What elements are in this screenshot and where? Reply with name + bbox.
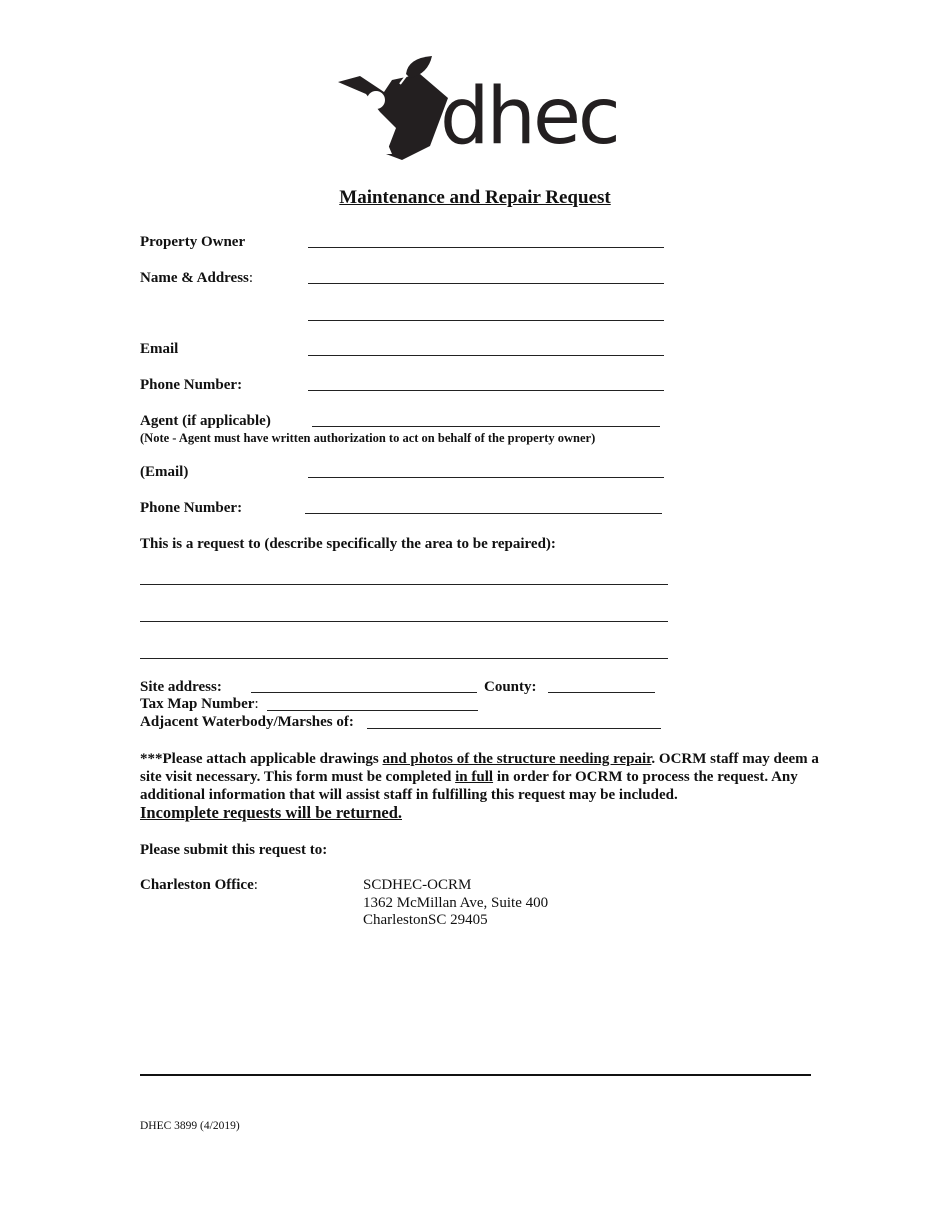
notice-prefix: ***Please attach applicable drawings	[140, 751, 383, 767]
name-address-label	[140, 270, 253, 287]
notice-paragraph	[140, 750, 820, 804]
agent-note: (Note - Agent must have written authorization to act on behalf of the property owner)	[140, 431, 596, 445]
notice-underlined-photos: and photos of the structure needing repair	[382, 751, 652, 767]
agent-email-label: (Email)	[140, 464, 189, 480]
adjacent-label: Adjacent Waterbody/Marshes of:	[140, 714, 354, 730]
address-line-1: SCDHEC-OCRM	[363, 877, 472, 893]
notice-mid-1: . OCRM staff may deem a site visit necessary. This form must be completed	[140, 751, 819, 785]
email-line[interactable]	[308, 355, 664, 356]
address-line-3: CharlestonSC 29405	[363, 912, 488, 928]
county-label: County:	[484, 679, 537, 695]
site-address-line[interactable]	[251, 692, 477, 693]
email-label: Email	[140, 341, 179, 357]
tax-map-text: Tax Map Number	[140, 696, 255, 712]
address-line-2: 1362 McMillan Ave, Suite 400	[363, 894, 549, 911]
footer-rule	[140, 1074, 811, 1076]
page-title: Maintenance and Repair Request	[339, 187, 611, 208]
phone-line[interactable]	[308, 390, 664, 391]
name-address-line-2[interactable]	[308, 320, 664, 321]
name-address-colon: :	[248, 270, 254, 286]
office-address	[363, 877, 548, 930]
adjacent-line[interactable]	[367, 728, 661, 729]
office-label	[140, 877, 258, 894]
tax-map-line[interactable]	[267, 710, 478, 711]
incomplete-warning: Incomplete requests will be returned.	[140, 803, 402, 822]
agent-label: Agent (if applicable)	[140, 413, 271, 429]
request-line-3[interactable]	[140, 658, 668, 659]
notice-mid-2: in order for OCRM to process the request. Any additional information that will assist staff in fulfilling this request may be included.	[140, 769, 798, 803]
property-owner-label: Property Owner	[140, 234, 246, 250]
form-id: DHEC 3899 (4/2019)	[140, 1120, 240, 1132]
agent-phone-label: Phone Number:	[140, 500, 243, 516]
submit-heading: Please submit this request to:	[140, 842, 328, 858]
notice-underlined-in-full: in full	[455, 769, 494, 785]
tax-map-colon: :	[254, 696, 259, 712]
site-address-label: Site address:	[140, 679, 222, 695]
tax-map-label	[140, 696, 259, 713]
request-prompt: This is a request to (describe specifically the area to be repaired):	[140, 536, 556, 552]
dhec-logo	[336, 54, 618, 162]
office-label-text: Charleston Office	[140, 877, 254, 893]
request-line-2[interactable]	[140, 621, 668, 622]
office-label-colon: :	[253, 877, 258, 893]
agent-email-line[interactable]	[308, 477, 664, 478]
dhec-wordmark: dhec	[440, 72, 618, 162]
agent-line[interactable]	[312, 426, 660, 427]
property-owner-line[interactable]	[308, 247, 664, 248]
name-address-line-1[interactable]	[308, 283, 664, 284]
request-line-1[interactable]	[140, 584, 668, 585]
phone-label: Phone Number:	[140, 377, 243, 393]
name-address-text: Name & Address	[140, 270, 249, 286]
county-line[interactable]	[548, 692, 655, 693]
agent-phone-line[interactable]	[305, 513, 662, 514]
